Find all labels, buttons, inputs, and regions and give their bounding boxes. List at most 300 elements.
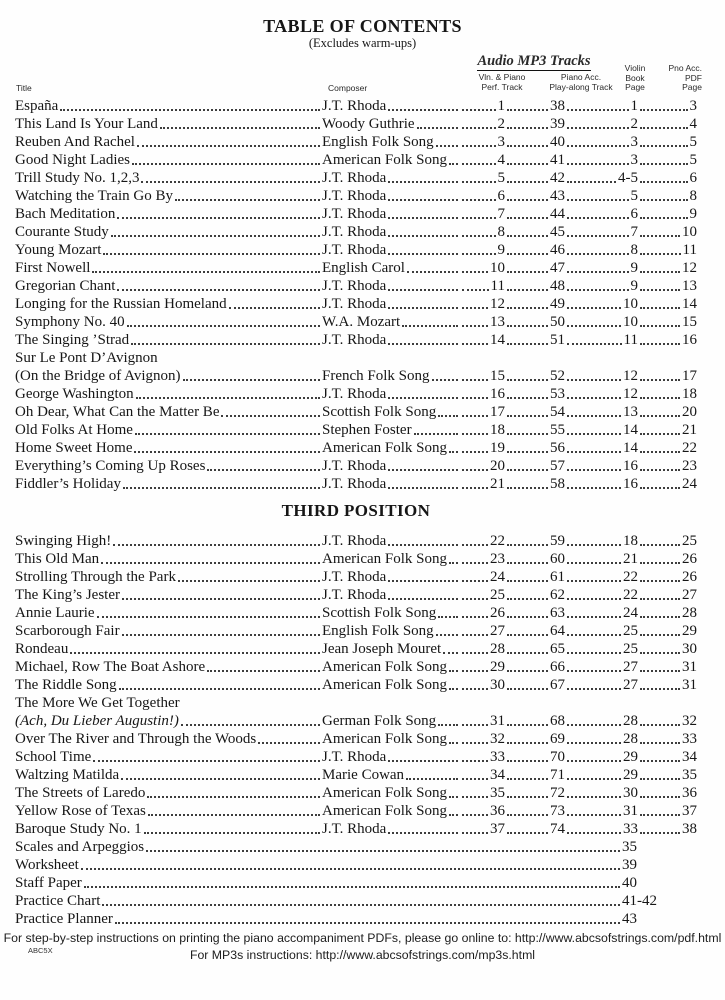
play-along-track-number-cell [505,332,565,349]
violin-book-page-cell [565,458,638,475]
dot-leader [507,469,548,471]
composer-cell [322,422,460,439]
title-cell [15,170,322,187]
composer-name: J.T. Rhoda [322,476,387,492]
perf-track-number-cell [460,296,505,313]
violin-book-page: 30 [623,785,638,801]
perf-track-number: 16 [490,386,505,402]
dot-leader [640,235,680,237]
title-cell [15,404,322,421]
dot-leader [402,325,458,327]
pdf-page: 30 [682,641,697,657]
dot-leader [640,487,680,489]
toc-row [15,223,697,241]
toc-row [15,712,697,730]
pdf-page: 5 [689,134,697,150]
composer-cell [322,404,460,421]
toc-row [15,838,697,856]
composer-name: J.T. Rhoda [322,821,387,837]
dot-leader [640,796,680,798]
composer-cell [322,116,460,133]
pdf-page: 15 [682,314,697,330]
dot-leader [388,343,458,345]
dot-leader [507,670,548,672]
composer-cell [322,767,460,784]
violin-book-page-cell [565,749,638,766]
composer-cell [322,785,460,802]
pdf-page-cell [638,821,697,838]
composer-name: J.T. Rhoda [322,749,387,765]
violin-book-page-cell [565,206,638,223]
play-along-track-number: 42 [550,170,565,186]
dot-leader [103,253,320,255]
perf-track-number: 1 [497,98,505,114]
play-along-track-number: 54 [550,404,565,420]
pdf-page: 31 [682,659,697,675]
violin-book-page: 22 [623,587,638,603]
toc-row [15,385,697,403]
dot-leader [640,634,680,636]
composer-cell [322,458,460,475]
violin-book-page: 33 [623,821,638,837]
dot-leader [462,598,488,600]
pdf-page-cell [638,314,697,331]
composer-name: J.T. Rhoda [322,278,387,294]
dot-leader [462,145,496,147]
play-along-track-number-cell [505,242,565,259]
title-cell [15,569,322,586]
composer-cell [322,152,460,169]
violin-book-page: 12 [623,386,638,402]
composer-name: American Folk Song [322,659,447,675]
violin-book-page: 10 [623,314,638,330]
pdf-page-cell [638,422,697,439]
item-title: Staff Paper [15,875,82,891]
dot-leader [567,397,621,399]
song-title: Yellow Rose of Texas [15,803,146,819]
violin-book-page-cell [565,170,638,187]
pdf-page-cell [638,458,697,475]
song-title: Symphony No. 40 [15,314,125,330]
toc-row [15,640,697,658]
play-along-track-number: 57 [550,458,565,474]
dot-leader [507,235,548,237]
dot-leader [135,433,320,435]
composer-name: W.A. Mozart [322,314,401,330]
dot-leader [438,616,458,618]
violin-book-page-cell [565,605,638,622]
pdf-page-cell [638,368,697,385]
perf-track-number-cell [460,731,505,748]
play-along-track-number: 49 [550,296,565,312]
play-along-track-number-cell [505,803,565,820]
song-title: Oh Dear, What Can the Matter Be [15,404,220,420]
composer-name: French Folk Song [322,368,430,384]
violin-book-page: 10 [623,296,638,312]
perf-track-number: 34 [490,767,505,783]
pno-acc-label-line1: Pno Acc. [668,63,702,73]
dot-leader [462,688,488,690]
dot-leader [567,343,622,345]
play-along-label-line1: Piano Acc. [560,72,602,82]
violin-book-page: 16 [623,476,638,492]
dot-leader [567,562,621,564]
pdf-page: 11 [682,242,697,258]
toc-row [15,604,697,622]
perf-track-number-cell [460,314,505,331]
composer-name: Jean Joseph Mouret [322,641,442,657]
dot-leader [93,760,320,762]
perf-track-number: 10 [490,260,505,276]
song-title: Fiddler’s Holiday [15,476,121,492]
dot-leader [507,253,548,255]
dot-leader [567,652,621,654]
pdf-page: 26 [682,551,697,567]
song-title: Everything’s Coming Up Roses [15,458,206,474]
violin-book-page-cell [565,332,638,349]
song-title: España [15,98,59,114]
toc-row [15,766,697,784]
perf-track-number-cell [460,170,505,187]
dot-leader [567,670,621,672]
pdf-page-cell [638,224,697,241]
perf-track-number: 25 [490,587,505,603]
dot-leader [640,469,680,471]
violin-book-page-cell [565,587,638,604]
perf-track-number-cell [460,332,505,349]
perf-track-number: 19 [490,440,505,456]
composer-name: American Folk Song [322,803,447,819]
perf-track-number: 35 [490,785,505,801]
dot-leader [640,670,680,672]
pdf-page: 36 [682,785,697,801]
song-title: Longing for the Russian Homeland [15,296,227,312]
perf-track-number: 18 [490,422,505,438]
play-along-track-number: 44 [550,206,565,222]
violin-book-page-cell [565,533,638,550]
pdf-page: 25 [682,533,697,549]
composer-name: American Folk Song [322,731,447,747]
title-cell [15,803,322,820]
dot-leader [640,163,688,165]
dot-leader [567,307,621,309]
composer-name: Scottish Folk Song [322,605,437,621]
dot-leader [507,307,548,309]
item-title: Practice Planner [15,911,113,927]
pdf-page-cell [638,677,697,694]
composer-cell [322,170,460,187]
perf-track-number-cell [460,368,505,385]
section1-rows [15,97,697,493]
violin-book-label-line2: Book [625,72,645,83]
dot-leader [147,796,320,798]
dot-leader [640,397,680,399]
dot-leader [462,181,496,183]
dot-leader [567,742,621,744]
composer-name: English Carol [322,260,405,276]
dot-leader [567,814,621,816]
dot-leader [640,652,680,654]
dot-leader [117,289,320,291]
dot-leader [567,109,629,111]
perf-track-number: 9 [497,242,505,258]
dot-leader [567,235,629,237]
violin-book-page-cell [565,713,638,730]
title-cell [15,422,322,439]
dot-leader [507,562,548,564]
dot-leader [462,127,496,129]
dot-leader [122,634,320,636]
pdf-page-cell [638,404,697,421]
perf-track-number: 28 [490,641,505,657]
toc-row [15,658,697,676]
dot-leader [507,163,548,165]
dot-leader [567,289,629,291]
dot-leader [462,325,488,327]
dot-leader [388,598,458,600]
violin-book-page-cell [565,368,638,385]
perf-track-number: 8 [497,224,505,240]
dot-leader [462,670,488,672]
footer-pdf-instructions: For step-by-step instructions on printing the piano accompaniment PDFs, please go online to: http://www.abcsofstrings.com/pdf.html [3,931,722,945]
dot-leader [84,886,620,888]
toc-row [15,169,697,187]
composer-cell [322,821,460,838]
violin-book-page-cell [565,551,638,568]
dot-leader [507,343,548,345]
violin-book-page: 13 [623,404,638,420]
pdf-page: 38 [682,821,697,837]
dot-leader [640,778,680,780]
play-along-track-number: 66 [550,659,565,675]
perf-track-label-line2: Perf. Track [481,81,523,92]
dot-leader [567,433,621,435]
dot-leader [462,253,496,255]
dot-leader [123,487,320,489]
dot-leader [567,145,629,147]
pdf-page: 32 [682,713,697,729]
toc-row [15,532,697,550]
toc-row [15,550,697,568]
title-cell [15,242,322,259]
composer-cell [322,386,460,403]
pdf-page: 20 [682,404,697,420]
perf-track-number-cell [460,440,505,457]
song-title: Courante Study [15,224,109,240]
violin-book-page: 2 [630,116,638,132]
dot-leader [507,796,548,798]
play-along-track-number-cell [505,551,565,568]
toc-row [15,622,697,640]
pdf-page-cell [638,476,697,493]
dot-leader [640,307,680,309]
dot-leader [462,343,488,345]
toc-row [15,892,697,910]
dot-leader [462,217,496,219]
dot-leader [388,397,458,399]
violin-book-page: 16 [623,458,638,474]
perf-track-number: 20 [490,458,505,474]
title-cell [15,623,322,640]
dot-leader [507,145,548,147]
dot-leader [507,634,548,636]
dot-leader [462,580,488,582]
toc-row-title-first-line: Sur Le Pont D’Avignon [15,350,158,366]
title-cell [15,659,322,676]
perf-track-number: 21 [490,476,505,492]
song-title: Scarborough Fair [15,623,120,639]
dot-leader [640,181,688,183]
title-cell [15,224,322,241]
title-cell [15,98,322,115]
pdf-page-cell [638,440,697,457]
title-cell [15,152,322,169]
composer-name: J.T. Rhoda [322,296,387,312]
dot-leader [449,814,458,816]
dot-leader [640,343,680,345]
pdf-page-cell [638,587,697,604]
play-along-track-number: 47 [550,260,565,276]
play-along-track-number: 53 [550,386,565,402]
pdf-page-cell [638,98,697,115]
dot-leader [567,796,621,798]
song-title: Over The River and Through the Woods [15,731,257,747]
song-title: Bach Meditation [15,206,116,222]
toc-row [15,151,697,169]
dot-leader [640,832,680,834]
perf-track-number-cell [460,713,505,730]
violin-book-page-cell [565,152,638,169]
composer-cell [322,314,460,331]
violin-book-page: 31 [623,803,638,819]
title-cell [15,206,322,223]
dot-leader [229,307,320,309]
composer-name: J.T. Rhoda [322,332,387,348]
perf-track-number: 22 [490,533,505,549]
pdf-page: 33 [682,731,697,747]
composer-name: Marie Cowan [322,767,405,783]
violin-book-page: 3 [630,134,638,150]
perf-track-number-cell [460,551,505,568]
dot-leader [507,109,548,111]
dot-leader [134,451,320,453]
play-along-track-number-cell [505,422,565,439]
pdf-page: 10 [682,224,697,240]
pdf-page-cell [638,332,697,349]
violin-book-page-cell [565,767,638,784]
title-cell [15,767,322,784]
dot-leader [462,235,496,237]
dot-leader [115,922,620,924]
composer-cell [322,641,460,658]
play-along-track-number-cell [505,278,565,295]
perf-track-number-cell [460,404,505,421]
perf-track-number: 6 [497,188,505,204]
song-title: Waltzing Matilda [15,767,120,783]
violin-book-page-cell [565,785,638,802]
book-page: 41-42 [622,893,657,909]
song-title: School Time [15,749,92,765]
pdf-page-cell [638,206,697,223]
play-along-track-number: 60 [550,551,565,567]
play-along-track-number-cell [505,134,565,151]
dot-leader [111,235,320,237]
composer-cell [322,206,460,223]
dot-leader [507,814,548,816]
dot-leader [436,634,458,636]
dot-leader [462,289,489,291]
song-title: Watching the Train Go By [15,188,173,204]
dot-leader [432,379,458,381]
third-position-heading: THIRD POSITION [281,501,431,520]
composer-name: German Folk Song [322,713,437,729]
dot-leader [462,487,488,489]
violin-book-page: 28 [623,713,638,729]
play-along-track-number: 67 [550,677,565,693]
dot-leader [388,544,458,546]
dot-leader [507,724,548,726]
catalog-code: ABC5X [28,946,53,955]
composer-name: J.T. Rhoda [322,188,387,204]
play-along-track-number-cell [505,659,565,676]
title-cell [15,116,322,133]
pdf-page: 14 [682,296,697,312]
dot-leader [407,271,458,273]
dot-leader [438,415,458,417]
composer-cell [322,731,460,748]
toc-table [15,97,697,928]
composer-name: American Folk Song [322,677,447,693]
perf-track-number: 2 [497,116,505,132]
dot-leader [462,634,488,636]
dot-leader [388,199,458,201]
dot-leader [443,652,458,654]
dot-leader [567,544,621,546]
perf-track-number: 29 [490,659,505,675]
title-cell [15,551,322,568]
violin-book-page: 22 [623,569,638,585]
perf-track-number-cell [460,623,505,640]
title-cell [15,587,322,604]
dot-leader [462,832,488,834]
play-along-track-number-cell [505,623,565,640]
dot-leader [640,127,688,129]
play-along-track-number: 51 [550,332,565,348]
violin-book-page: 27 [623,659,638,675]
composer-name: American Folk Song [322,152,447,168]
title-cell [15,134,322,151]
dot-leader [640,145,688,147]
perf-track-number: 32 [490,731,505,747]
dot-leader [449,451,458,453]
dot-leader [640,580,680,582]
pdf-page: 12 [682,260,697,276]
composer-name: J.T. Rhoda [322,458,387,474]
audio-mp3-tracks-label: Audio MP3 Tracks [477,53,591,69]
perf-track-number-cell [460,785,505,802]
dot-leader [567,181,616,183]
dot-leader [119,688,320,690]
toc-row [15,295,697,313]
pdf-page-cell [638,659,697,676]
play-along-track-number-cell [505,440,565,457]
violin-book-page: 14 [623,440,638,456]
dot-leader [507,832,548,834]
violin-book-page: 25 [623,623,638,639]
violin-book-page: 18 [623,533,638,549]
perf-track-number-cell [460,242,505,259]
dot-leader [388,832,458,834]
